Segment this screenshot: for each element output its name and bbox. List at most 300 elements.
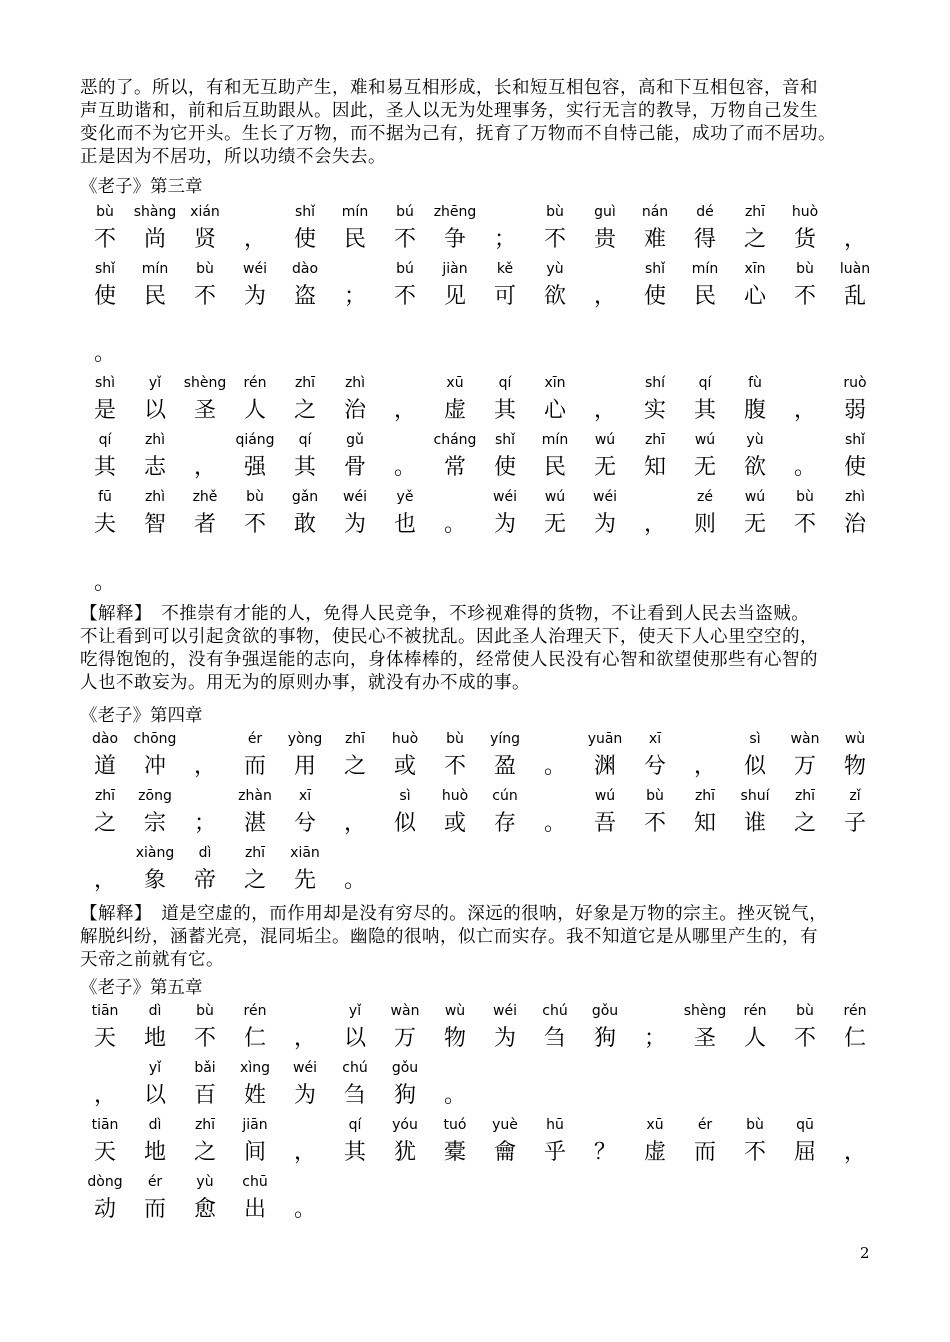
hanzi: 不 <box>793 284 816 309</box>
hanzi: 不 <box>793 512 816 537</box>
pinyin: shǐ <box>844 432 866 448</box>
hanzi: 贵 <box>593 227 616 252</box>
hanzi: ； <box>643 1026 666 1051</box>
pinyin: guì <box>594 204 616 220</box>
hanzi: 帝 <box>193 868 216 893</box>
hanzi: ， <box>593 284 616 309</box>
pinyin: bù <box>546 204 564 220</box>
intro-paragraph <box>80 77 880 169</box>
pinyin: zhēng <box>433 204 477 220</box>
hanzi: 愈 <box>193 1197 216 1222</box>
hanzi: 民 <box>693 284 716 309</box>
pinyin: zhī <box>294 375 316 391</box>
hanzi: 动 <box>93 1197 116 1222</box>
hanzi: 民 <box>543 455 566 480</box>
text-line: 正是因为不居功，所以功绩不会失去。 <box>80 147 386 167</box>
hanzi: 腹 <box>743 398 766 423</box>
pinyin: cún <box>492 788 518 804</box>
hanzi: 之 <box>343 754 366 779</box>
text-line: 吃得饱饱的，没有争强逞能的志向，身体棒棒的，经常使人民没有心智和欲望使那些有心智的 <box>80 650 818 670</box>
pinyin: rén <box>243 375 267 391</box>
hanzi: 使 <box>293 227 316 252</box>
hanzi: 也 <box>393 512 416 537</box>
hanzi: ， <box>393 398 416 423</box>
pinyin: dì <box>148 1003 162 1019</box>
pinyin: yòng <box>287 731 323 747</box>
pinyin: chú <box>342 1060 368 1076</box>
hanzi: 虚 <box>643 1140 666 1165</box>
pinyin: fù <box>748 375 762 391</box>
hanzi: 似 <box>393 811 416 836</box>
pinyin: shí <box>644 375 666 391</box>
hanzi: 为 <box>493 512 516 537</box>
hanzi: 刍 <box>543 1026 566 1051</box>
text-line: 【解释】 道是空虚的，而作用却是没有穷尽的。深远的很呐，好象是万物的宗主。挫灭锐气， <box>80 904 828 924</box>
pinyin: huò <box>391 731 419 747</box>
hanzi: 尚 <box>143 227 166 252</box>
hanzi: 物 <box>843 754 866 779</box>
pinyin: bù <box>796 1003 814 1019</box>
pinyin: shèng <box>683 1003 727 1019</box>
hanzi: ， <box>193 455 216 480</box>
hanzi: 心 <box>543 398 566 423</box>
pinyin: yǐ <box>148 1060 162 1076</box>
hanzi: 兮 <box>643 754 666 779</box>
hanzi: 象 <box>143 868 166 893</box>
pinyin: wú <box>744 489 766 505</box>
hanzi: 地 <box>143 1140 166 1165</box>
hanzi: 骨 <box>343 455 366 480</box>
hanzi: 宗 <box>143 811 166 836</box>
pinyin: huò <box>791 204 819 220</box>
pinyin: wù <box>844 731 866 747</box>
hanzi: 物 <box>443 1026 466 1051</box>
pinyin: ér <box>247 731 263 747</box>
hanzi: 之 <box>193 1140 216 1165</box>
pinyin: huò <box>441 788 469 804</box>
pinyin: qū <box>796 1117 814 1133</box>
hanzi: 其 <box>93 455 116 480</box>
pinyin: dì <box>198 845 212 861</box>
hanzi: ， <box>93 1083 116 1108</box>
pinyin: wú <box>594 432 616 448</box>
hanzi: 。 <box>293 1197 316 1222</box>
hanzi: 志 <box>143 455 166 480</box>
pinyin: shàng <box>133 204 177 220</box>
pinyin: wéi <box>493 489 517 505</box>
hanzi: 万 <box>793 754 816 779</box>
hanzi: ， <box>193 754 216 779</box>
pinyin: yíng <box>490 731 520 747</box>
pinyin: wéi <box>243 261 267 277</box>
chapter-4-heading: 《老子》第四章 <box>80 706 203 726</box>
hanzi: 不 <box>643 811 666 836</box>
pinyin: zhī <box>244 845 266 861</box>
hanzi: 仁 <box>243 1026 266 1051</box>
hanzi: 欲 <box>743 455 766 480</box>
hanzi: 屈 <box>793 1140 816 1165</box>
hanzi: 万 <box>393 1026 416 1051</box>
pinyin: yù <box>196 1174 214 1190</box>
hanzi: 之 <box>743 227 766 252</box>
hanzi: 谁 <box>743 811 766 836</box>
pinyin: wù <box>444 1003 466 1019</box>
hanzi: 知 <box>693 811 716 836</box>
hanzi: 似 <box>743 754 766 779</box>
chapter-3-heading: 《老子》第三章 <box>80 177 203 197</box>
hanzi: 不 <box>443 754 466 779</box>
pinyin: qí <box>498 375 512 391</box>
hanzi: 湛 <box>243 811 266 836</box>
hanzi: 敢 <box>293 512 316 537</box>
hanzi: 龠 <box>493 1140 516 1165</box>
hanzi: 地 <box>143 1026 166 1051</box>
hanzi: 之 <box>793 811 816 836</box>
pinyin: zhì <box>844 489 866 505</box>
hanzi: 狗 <box>593 1026 616 1051</box>
pinyin: sì <box>749 731 761 747</box>
hanzi: ， <box>293 1140 316 1165</box>
hanzi: 。 <box>343 868 366 893</box>
hanzi: ， <box>243 227 266 252</box>
pinyin: cháng <box>433 432 477 448</box>
hanzi: 治 <box>843 512 866 537</box>
pinyin: shèng <box>183 375 227 391</box>
hanzi: 实 <box>643 398 666 423</box>
hanzi: 人 <box>743 1026 766 1051</box>
pinyin: shǐ <box>294 204 316 220</box>
hanzi: 姓 <box>243 1083 266 1108</box>
pinyin: yuè <box>492 1117 518 1133</box>
pinyin: ruò <box>843 375 867 391</box>
pinyin: xī <box>648 731 662 747</box>
hanzi: 民 <box>343 227 366 252</box>
pinyin: chū <box>242 1174 268 1190</box>
hanzi: 渊 <box>593 754 616 779</box>
pinyin: yù <box>746 432 764 448</box>
pinyin: wéi <box>343 489 367 505</box>
hanzi: 其 <box>343 1140 366 1165</box>
hanzi: 则 <box>693 512 716 537</box>
pinyin: tuó <box>443 1117 467 1133</box>
pinyin: dào <box>91 731 119 747</box>
pinyin: sì <box>399 788 411 804</box>
hanzi: 犹 <box>393 1140 416 1165</box>
pinyin: shǐ <box>94 261 116 277</box>
pinyin: nán <box>641 204 669 220</box>
hanzi: 刍 <box>343 1083 366 1108</box>
pinyin: wú <box>594 788 616 804</box>
hanzi: 其 <box>293 455 316 480</box>
hanzi: 吾 <box>593 811 616 836</box>
hanzi: 不 <box>793 1026 816 1051</box>
pinyin: bù <box>646 788 664 804</box>
hanzi: 道 <box>93 754 116 779</box>
hanzi: 为 <box>243 284 266 309</box>
hanzi: 无 <box>593 455 616 480</box>
pinyin: mín <box>341 204 369 220</box>
hanzi: 见 <box>443 284 466 309</box>
text-line: 解脱纠纷，涵蓄光亮，混同垢尘。幽隐的很呐，似亡而实存。我不知道它是从哪里产生的，有 <box>80 927 818 947</box>
hanzi: 天 <box>93 1026 116 1051</box>
hanzi: 先 <box>293 868 316 893</box>
hanzi: 常 <box>443 455 466 480</box>
pinyin: dé <box>696 204 714 220</box>
hanzi: ， <box>693 754 716 779</box>
hanzi: ， <box>343 811 366 836</box>
hanzi: 货 <box>793 227 816 252</box>
hanzi: 乎 <box>543 1140 566 1165</box>
chapter-3-explanation <box>80 603 880 695</box>
pinyin: gǒu <box>591 1003 619 1019</box>
pinyin: ér <box>697 1117 713 1133</box>
pinyin: xìng <box>240 1060 270 1076</box>
hanzi: 之 <box>293 398 316 423</box>
pinyin: zhī <box>794 788 816 804</box>
hanzi: ； <box>343 284 366 309</box>
hanzi: 弱 <box>843 398 866 423</box>
hanzi: 圣 <box>193 398 216 423</box>
hanzi: 而 <box>693 1140 716 1165</box>
pinyin: zhàn <box>238 788 272 804</box>
pinyin: wú <box>694 432 716 448</box>
pinyin: zhī <box>744 204 766 220</box>
pinyin: bù <box>746 1117 764 1133</box>
pinyin: tiān <box>91 1117 119 1133</box>
hanzi: 。 <box>93 341 116 366</box>
pinyin: chōng <box>133 731 177 747</box>
hanzi: 为 <box>293 1083 316 1108</box>
text-line: 恶的了。所以，有和无互助产生，难和易互相形成，长和短互相包容，高和下互相包容，音和 <box>80 78 818 98</box>
pinyin: bù <box>796 261 814 277</box>
pinyin: yǐ <box>348 1003 362 1019</box>
pinyin: zé <box>697 489 713 505</box>
hanzi: 使 <box>643 284 666 309</box>
pinyin: qí <box>298 432 312 448</box>
pinyin: rén <box>843 1003 867 1019</box>
hanzi: 欲 <box>543 284 566 309</box>
hanzi: 不 <box>543 227 566 252</box>
hanzi: ， <box>643 512 666 537</box>
pinyin: zhī <box>94 788 116 804</box>
hanzi: 为 <box>593 512 616 537</box>
pinyin: bù <box>796 489 814 505</box>
hanzi: 百 <box>193 1083 216 1108</box>
hanzi: 出 <box>243 1197 266 1222</box>
pinyin: mín <box>541 432 569 448</box>
hanzi: 圣 <box>693 1026 716 1051</box>
pinyin: xiān <box>290 845 320 861</box>
hanzi: 。 <box>93 570 116 595</box>
hanzi: 用 <box>293 754 316 779</box>
hanzi: 其 <box>493 398 516 423</box>
hanzi: ， <box>93 868 116 893</box>
hanzi: 治 <box>343 398 366 423</box>
hanzi: 狗 <box>393 1083 416 1108</box>
hanzi: 不 <box>743 1140 766 1165</box>
pinyin: wéi <box>293 1060 317 1076</box>
pinyin: qí <box>98 432 112 448</box>
pinyin: qiáng <box>235 432 275 448</box>
hanzi: 冲 <box>143 754 166 779</box>
pinyin: zhì <box>344 375 366 391</box>
pinyin: dào <box>291 261 319 277</box>
pinyin: xū <box>646 1117 664 1133</box>
pinyin: qí <box>698 375 712 391</box>
hanzi: ， <box>843 227 866 252</box>
hanzi: 以 <box>143 398 166 423</box>
pinyin: hū <box>546 1117 564 1133</box>
pinyin: yuān <box>587 731 623 747</box>
pinyin: zhī <box>194 1117 216 1133</box>
pinyin: chú <box>542 1003 568 1019</box>
pinyin: wàn <box>790 731 820 747</box>
hanzi: ， <box>293 1026 316 1051</box>
hanzi: 不 <box>243 512 266 537</box>
pinyin: luàn <box>839 261 871 277</box>
pinyin: mín <box>141 261 169 277</box>
hanzi: 知 <box>643 455 666 480</box>
pinyin: jiàn <box>442 261 468 277</box>
hanzi: 夫 <box>93 512 116 537</box>
hanzi: 之 <box>93 811 116 836</box>
pinyin: rén <box>743 1003 767 1019</box>
hanzi: 者 <box>193 512 216 537</box>
hanzi: 天 <box>93 1140 116 1165</box>
pinyin: fū <box>98 489 112 505</box>
pinyin: gǎn <box>291 489 319 505</box>
pinyin: bù <box>446 731 464 747</box>
hanzi: 子 <box>843 811 866 836</box>
pinyin: zǐ <box>849 788 861 804</box>
hanzi: 使 <box>93 284 116 309</box>
hanzi: 存 <box>493 811 516 836</box>
pinyin: yóu <box>392 1117 418 1133</box>
hanzi: 不 <box>93 227 116 252</box>
pinyin: qí <box>348 1117 362 1133</box>
hanzi: 而 <box>243 754 266 779</box>
hanzi: 使 <box>493 455 516 480</box>
pinyin: dòng <box>87 1174 123 1190</box>
hanzi: 心 <box>743 284 766 309</box>
hanzi: 虚 <box>443 398 466 423</box>
pinyin: dì <box>148 1117 162 1133</box>
hanzi: 无 <box>693 455 716 480</box>
hanzi: 民 <box>143 284 166 309</box>
pinyin: shì <box>94 375 116 391</box>
pinyin: bù <box>196 1003 214 1019</box>
pinyin: zhī <box>344 731 366 747</box>
hanzi: 兮 <box>293 811 316 836</box>
text-line: 声互助谐和，前和后互助跟从。因此，圣人以无为处理事务，实行无言的教导，万物自己发生 <box>80 101 818 121</box>
hanzi: 为 <box>493 1026 516 1051</box>
pinyin: wéi <box>593 489 617 505</box>
page-number: 2 <box>860 1244 870 1262</box>
hanzi: ， <box>793 398 816 423</box>
pinyin: zhī <box>644 432 666 448</box>
hanzi: ； <box>193 811 216 836</box>
pinyin: shǐ <box>494 432 516 448</box>
hanzi: 不 <box>193 1026 216 1051</box>
pinyin: bù <box>96 204 114 220</box>
hanzi: 。 <box>543 754 566 779</box>
hanzi: 之 <box>243 868 266 893</box>
pinyin: gǒu <box>391 1060 419 1076</box>
text-line: 不让看到可以引起贪欲的事物，使民心不被扰乱。因此圣人治理天下，使天下人心里空空的， <box>80 627 818 647</box>
hanzi: ； <box>493 227 516 252</box>
hanzi: 强 <box>243 455 266 480</box>
hanzi: 以 <box>143 1083 166 1108</box>
hanzi: 争 <box>443 227 466 252</box>
pinyin: jiān <box>242 1117 268 1133</box>
pinyin: xīn <box>744 261 766 277</box>
pinyin: zōng <box>138 788 172 804</box>
hanzi: 乱 <box>843 284 866 309</box>
hanzi: 得 <box>693 227 716 252</box>
pinyin: wéi <box>493 1003 517 1019</box>
pinyin: xiàng <box>135 845 175 861</box>
hanzi: 人 <box>243 398 266 423</box>
pinyin: zhě <box>192 489 218 505</box>
pinyin: wàn <box>390 1003 420 1019</box>
pinyin: bù <box>196 261 214 277</box>
hanzi: 仁 <box>843 1026 866 1051</box>
pinyin: mín <box>691 261 719 277</box>
pinyin: yǐ <box>148 375 162 391</box>
hanzi: 而 <box>143 1197 166 1222</box>
pinyin: ér <box>147 1174 163 1190</box>
hanzi: 无 <box>743 512 766 537</box>
hanzi: 。 <box>443 512 466 537</box>
hanzi: 或 <box>393 754 416 779</box>
hanzi: 不 <box>393 284 416 309</box>
hanzi: ， <box>593 398 616 423</box>
hanzi: 可 <box>493 284 516 309</box>
text-line: 变化而不为它开头。生长了万物，而不据为己有，抚育了万物而不自恃己能，成功了而不居功。 <box>80 124 836 144</box>
pinyin: xī <box>298 788 312 804</box>
hanzi: 贤 <box>193 227 216 252</box>
pinyin: yě <box>396 489 414 505</box>
hanzi: 间 <box>243 1140 266 1165</box>
hanzi: 。 <box>793 455 816 480</box>
pinyin: xián <box>190 204 220 220</box>
pinyin: bù <box>246 489 264 505</box>
chapter-5-heading: 《老子》第五章 <box>80 978 203 998</box>
hanzi: 或 <box>443 811 466 836</box>
pinyin: bú <box>396 261 414 277</box>
pinyin: zhì <box>144 489 166 505</box>
hanzi: 使 <box>843 455 866 480</box>
hanzi: 。 <box>443 1083 466 1108</box>
pinyin: wú <box>544 489 566 505</box>
hanzi: 。 <box>393 455 416 480</box>
text-line: 天帝之前就有它。 <box>80 950 224 970</box>
text-line: 人也不敢妄为。用无为的原则办事，就没有办不成的事。 <box>80 673 530 693</box>
pinyin: xīn <box>544 375 566 391</box>
pinyin: zhī <box>694 788 716 804</box>
hanzi: 橐 <box>443 1140 466 1165</box>
pinyin: zhì <box>144 432 166 448</box>
chapter-4-explanation <box>80 903 880 972</box>
hanzi: 不 <box>193 284 216 309</box>
hanzi: 盈 <box>493 754 516 779</box>
hanzi: 为 <box>343 512 366 537</box>
hanzi: ， <box>843 1140 866 1165</box>
hanzi: 。 <box>543 811 566 836</box>
hanzi: 难 <box>643 227 666 252</box>
pinyin: yù <box>546 261 564 277</box>
hanzi: 盗 <box>293 284 316 309</box>
